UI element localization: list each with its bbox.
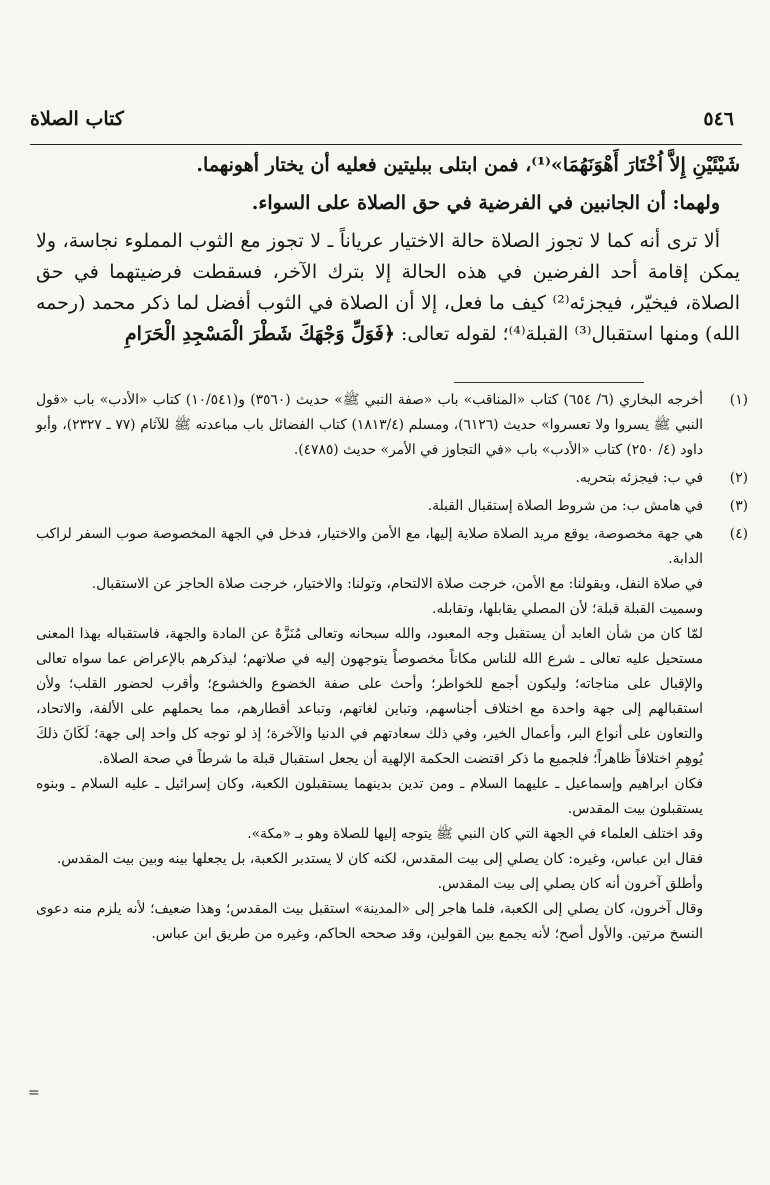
running-head: كتاب الصلاة [30, 108, 124, 130]
footnote-text: فكان ابراهيم وإسماعيل ـ عليهما السلام ـ ومن تدين بدينهما يستقبلون الكعبة، وكان إسرائيل ـ عليه السلام ـ وبنوه يستقبلون بيت المقدس. [36, 776, 703, 817]
footnote-body [36, 388, 703, 463]
main-paragraph-3-text: ألا ترى أنه كما لا تجوز الصلاة حالة الاختيار عرياناً ـ لا تجوز مع الثوب المملوء نجاسة، ولا يمكن إقامة أحد الفرضين في هذه الحالة إلا بترك الآخر، فسقطت فرضيتهما في حق الصلاة، فيخيّر، فيجزئه⁽²⁾ كيف ما فعل، إلا أن الصلاة في الثوب أفضل لما ذكر محمد (رحمه الله) ومنها استقبال⁽³⁾ القبلة⁽⁴⁾؛ لقوله تعالى: [36, 230, 740, 345]
footnote-body [36, 466, 703, 491]
hadith-ending: شَيْئَيْنِ إِلاَّ اُخْتَارَ أَهْوَنَهُمَا»⁽¹⁾، فمن ابتلى ببليتين فعليه أن يختار أهونهما. [196, 154, 740, 176]
footnote-3 [36, 494, 748, 519]
main-paragraph-3 [36, 226, 740, 350]
footnote-number: (٢) [729, 470, 748, 486]
footnote-text: لمّا كان من شأن العابد أن يستقبل وجه المعبود، والله سبحانه وتعالى مُنَزَّهٌ عن المادة والجهة، فاستقباله بهذا المعنى مستحيل عليه تعالى ـ شرع الله للناس مكاناً مخصوصاً يتوجهون إليه في صلاتهم؛ ليذكرهم بالإعراض عما سواه تعالى والإقبال على مناجاته؛ وليكون أجمع للخواطر؛ وأحث على صفة الخضوع والخشوع؛ وأقرب لحضور القلب؛ ولأن استقبالهم إلى جهة واحدة مع اختلاف أجناسهم، وتباين لغاتهم، وتباعد أقطارهم، مما يحملهم على الألفة، والاتحاد، والتعاون على أنواع البر، وأعمال الخير، وفي ذلك سعادتهم في الدنيا والآخرة؛ إذ لو توجه كل واحد إلى جهة؛ لَكَانَ ذلكَ يُوهِمِ اختلافاً ظاهراً؛ فلجميع ما ذكر اقتضت الحكمة الإلهية أن يجعل استقبال قبلة ما شرطاً في صحة الصلاة. [36, 626, 703, 767]
header-rule [30, 144, 742, 145]
footnote-text: في صلاة النفل، وبقولنا: مع الأمن، خرجت صلاة الالتحام، وتولنا: والاختيار، خرجت صلاة الحاجز عن الاستقبال. [91, 576, 703, 592]
footnote-text: هي جهة مخصوصة، يوقع مريد الصلاة صلاية إليها، مع الأمن والاختيار، فدخل في الجهة المخصوصة صوب السفر لراكب الدابة. [36, 526, 703, 567]
footnote-body [36, 494, 703, 519]
footnote-text: وقد اختلف العلماء في الجهة التي كان النبي ﷺ يتوجه إليها للصلاة وهو بـ «مكة». [247, 826, 703, 842]
quran-quote: ﴿فَوَلِّ وَجْهَكَ شَطْرَ الْمَسْجِدِ الْحَرَامِ [124, 323, 395, 345]
footnote-1 [36, 388, 748, 463]
footnote-4 [36, 522, 748, 947]
footnote-text: في هامش ب: من شروط الصلاة إستقبال القبلة. [427, 498, 703, 514]
margin-mark: = [28, 1085, 40, 1101]
main-paragraph-1 [36, 150, 740, 181]
footnote-rule [454, 382, 644, 383]
footnote-2 [36, 466, 748, 491]
footnote-number: (٤) [729, 526, 748, 542]
footnote-text: وأطلق آخرون أنه كان يصلي إلى بيت المقدس. [437, 876, 703, 892]
page-header [30, 108, 734, 136]
footnote-text: وقال آخرون، كان يصلي إلى الكعبة، فلما هاجر إلى «المدينة» استقبل بيت المقدس؛ وهذا ضعيف؛ لأنه يلزم منه دعوى النسخ مرتين. والأول أصح؛ لأنه يجمع بين القولين، وقد صححه الحاكم، وغيره من طريق ابن عباس. [36, 901, 703, 942]
footnote-number: (٣) [729, 498, 748, 514]
footnote-text: فقال ابن عباس، وغيره: كان يصلي إلى بيت المقدس، لكنه كان لا يستدبر الكعبة، بل يجعلها بينه وبين بيت المقدس. [56, 851, 703, 867]
footnotes [36, 388, 748, 947]
footnote-text: أخرجه البخاري (٦/ ٦٥٤) كتاب «المناقب» باب «صفة النبي ﷺ» حديث (٣٥٦٠) و(١٠/٥٤١) كتاب «الأدب» باب «قول النبي ﷺ يسروا ولا تعسروا» حديث (٦١٢٦)، ومسلم (١٨١٣/٤) كتاب الفضائل باب مباعدته ﷺ للآثام (٧٧ ـ ٢٣٢٧)، وأبو داود (٤/ ٢٥٠) كتاب «الأدب» باب «في التجاوز في الأمر» حديث (٤٧٨٥). [36, 392, 703, 458]
footnote-number: (١) [729, 392, 748, 408]
page-number: ٥٤٦ [703, 108, 734, 130]
footnote-text: وسميت القبلة قبلة؛ لأن المصلي يقابلها، وتقابله. [432, 601, 703, 617]
main-paragraph-2: ولهما: أن الجانبين في الفرضية في حق الصلاة على السواء. [251, 192, 720, 214]
footnote-body [36, 522, 703, 947]
footnote-text: في ب: فيجزئه بتحريه. [575, 470, 703, 486]
main-text [36, 150, 740, 350]
